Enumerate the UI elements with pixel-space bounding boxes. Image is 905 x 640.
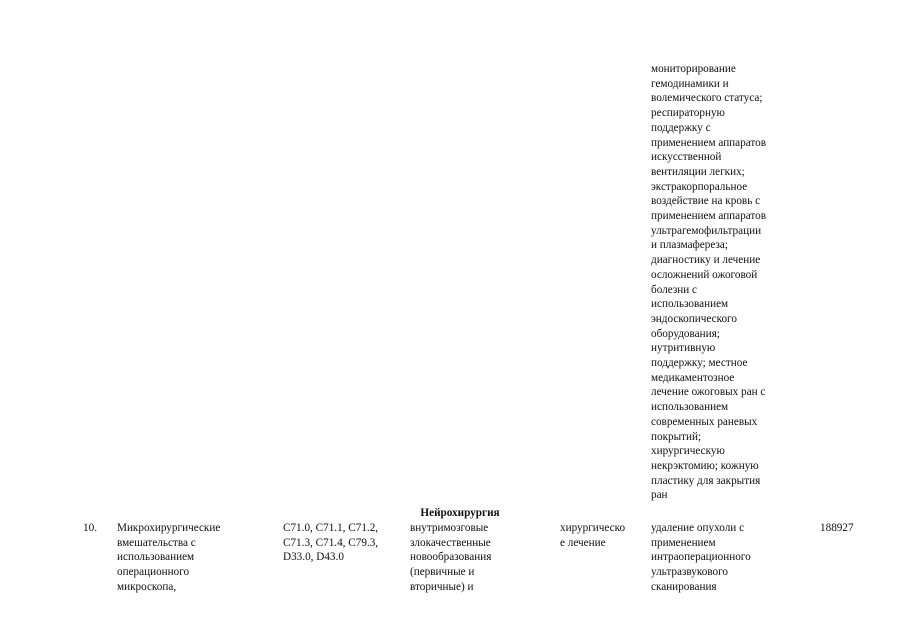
row-number: 10. (83, 522, 97, 534)
treatment-method-continuation: мониторирование гемодинамики и волемического статуса; респираторную поддержку с применением аппаратов искусственной вентиляции легких; экстракорпоральное воздействие на кровь с применением аппаратов ультрагемофильтрации и плазмафереза; диагностику и лечение осложнений ожоговой болезни с использованием эндоскопического оборудования; нутритивную поддержку; местное медикаментозное лечение ожоговых ран с использованием современных раневых покрытий; хирургическую некрэктомию; кожную пластику для закрытия ран (651, 63, 767, 502)
care-type-name: Микрохирургические вмешательства с использованием операционного микроскопа, (117, 522, 221, 593)
patient-model: внутримозговые злокачественные новообразования (первичные и вторичные) и (410, 522, 492, 593)
icd-codes: C71.0, C71.1, C71.2, C71.3, C71.4, C79.3, D33.0, D43.0 (283, 522, 379, 564)
treatment-method: удаление опухоли с применением интраоперационного ультразвукового сканирования (651, 522, 751, 593)
section-heading: Нейрохирургия (420, 507, 500, 519)
cost-value: 188927 (820, 522, 854, 534)
treatment-type: хирургическо е лечение (560, 522, 626, 549)
